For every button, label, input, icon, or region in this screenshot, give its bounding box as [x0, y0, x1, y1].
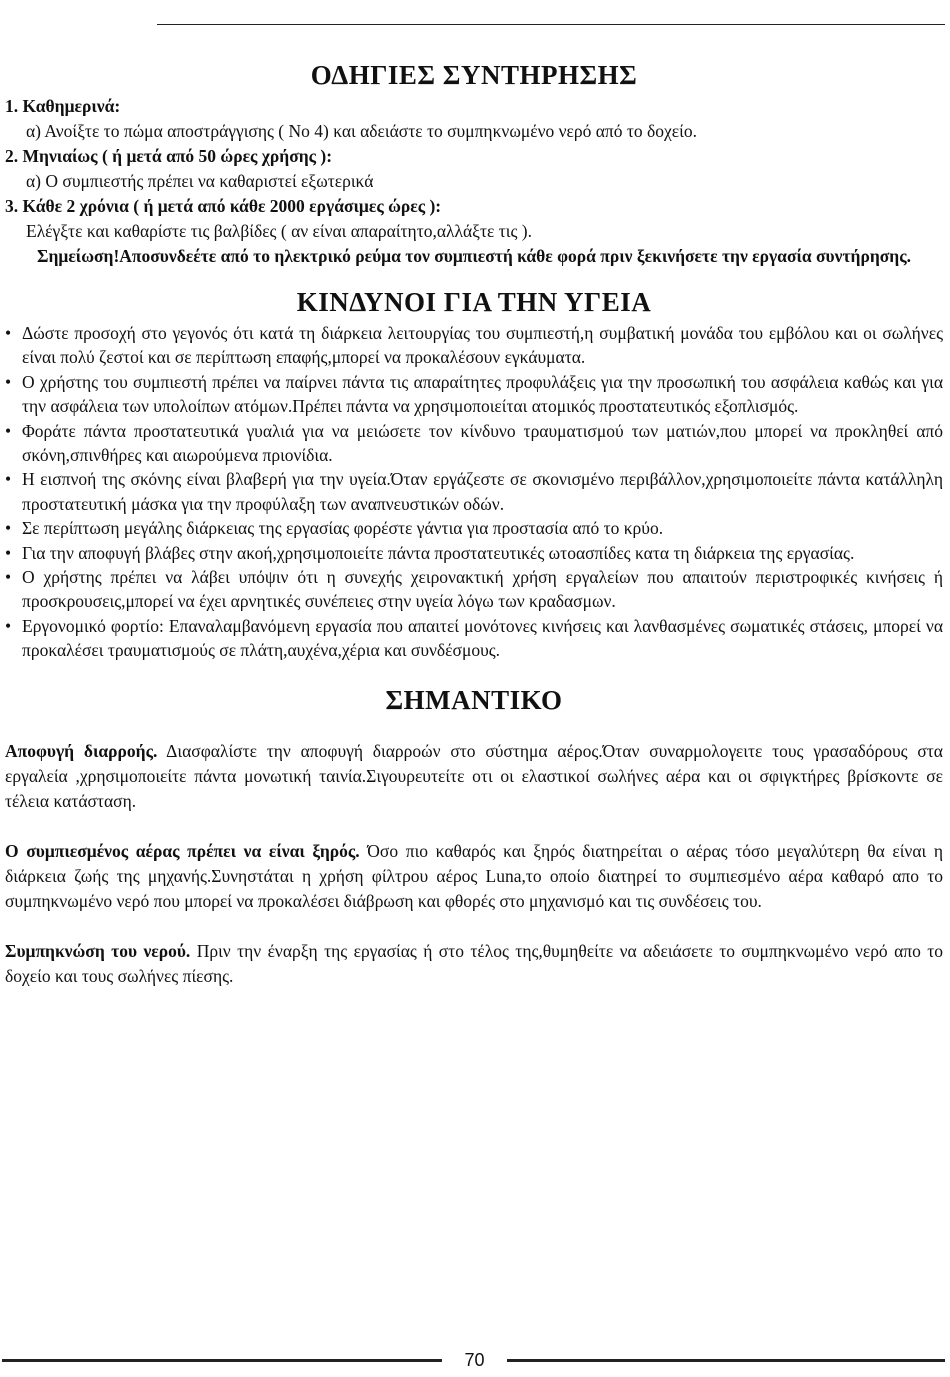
page-footer	[0, 1348, 950, 1372]
document-page	[5, 56, 943, 1014]
hazards-section	[5, 283, 943, 663]
bullet: •	[5, 323, 12, 343]
hazard-item	[5, 370, 943, 419]
important-paragraph	[5, 739, 943, 814]
hazard-item	[5, 321, 943, 370]
important-section	[5, 681, 943, 989]
footer-rule-right	[507, 1359, 945, 1362]
hazard-text: Εργονομικό φορτίο: Επαναλαμβανόμενη εργασία που απαιτεί μονότονες κινήσεις και λανθασμένες σωματικές στάσεις, μπορεί να προκαλέσει τραυματισμούς σε πλάτη,αυχένα,χέρια και συνδέσμους.	[22, 615, 943, 661]
paragraph-text: Όσο πιο καθαρός και ξηρός διατηρείται ο αέρας τόσο μεγαλύτερη θα είναι η διάρκεια ζωής της μηχανής.Συνηστάται η χρήση φίλτρου αέρος Luna,το οποίο διατηρεί το συμπιεσμένο αέρα καθαρό απο το συμπηκνωμένο νερό που μπορεί να προκαλέσει διάβρωση και φθορές στο μηχανισμό και τις συνδέσεις του.	[5, 840, 943, 911]
bullet: •	[5, 469, 12, 490]
hazard-text: Δώστε προσοχή στο γεγονός ότι κατά τη διάρκεια λειτουργίας του συμπιεστή,η συμβατική μονάδα του εμβόλου και οι σωλήνες είναι πολύ ζεστοί και σε περίπτωση επαφής,μπορεί να προκαλέσουν εγκάυματα.	[22, 323, 943, 368]
bullet: •	[5, 615, 12, 636]
hazard-text: Για την αποφυγή βλάβες στην ακοή,χρησιμοποιείτε πάντα προστατευτικές ωτοασπίδες κατα τη διάρκεια της εργασίας.	[22, 542, 855, 563]
paragraph-lead: Ο συμπιεσμένος αέρας πρέπει να είναι ξηρός.	[5, 840, 360, 861]
page-number: 70	[464, 1350, 485, 1370]
hazard-item	[5, 419, 943, 468]
daily-heading: 1. Καθημερινά:	[5, 96, 121, 116]
paragraph-lead: Αποφυγή διαρροής.	[5, 740, 158, 761]
bullet: •	[5, 567, 12, 588]
biennial-item: Ελέγξτε και καθαρίστε τις βαλβίδες ( αν είναι απαραίτητο,αλλάξτε τις ).	[26, 221, 532, 241]
bullet: •	[5, 518, 12, 539]
hazard-text: Φοράτε πάντα προστατευτικά γυαλιά για να μειώσετε τον κίνδυνο τραυματισμού των ματιών,που μπορεί να προκληθεί από σκόνη,σπινθήρες και αιωρούμενα πριονίδια.	[22, 420, 943, 466]
important-title: ΣΗΜΑΝΤΙΚΟ	[385, 684, 563, 715]
daily-item: α) Ανοίξτε το πώμα αποστράγγισης ( Νο 4) και αδειάστε το συμπηκνωμένο νερό από το δοχείο.	[26, 121, 697, 141]
maintenance-section	[5, 56, 943, 269]
maintenance-title: ΟΔΗΓΙΕΣ ΣΥΝΤΗΡΗΣΗΣ	[310, 60, 638, 90]
hazards-title: ΚΙΝΔΥΝΟΙ ΓΙΑ ΤΗΝ ΥΓΕΙΑ	[296, 287, 652, 317]
hazard-item	[5, 541, 943, 565]
paragraph-lead: Συμπηκνώση του νερού.	[5, 940, 191, 961]
hazard-text: Η εισπνοή της σκόνης είναι βλαβερή για την υγεία.Όταν εργάζεστε σε σκονισμένο περιβάλλον,χρησιμοποιείτε πάντα κατάλληλη προστατευτική μάσκα για την προφύλαξη των αναπνευστικών οδών.	[22, 469, 943, 514]
paragraph-text: Πριν την έναρξη της εργασίας ή στο τέλος της,θυμηθείτε να αδειάσετε το συμπηκνωμένο νερό απο το δοχείο και τους σωλήνες πίεσης.	[5, 940, 943, 986]
monthly-heading: 2. Μηνιαίως ( ή μετά από 50 ώρες χρήσης ):	[5, 146, 333, 166]
important-paragraph	[5, 939, 943, 989]
biennial-heading: 3. Κάθε 2 χρόνια ( ή μετά από κάθε 2000 εργάσιμες ώρες ):	[5, 196, 442, 216]
bullet: •	[5, 420, 12, 441]
hazard-text: Ο χρήστης πρέπει να λάβει υπόψιν ότι η συνεχής χειρονακτική χρήση εργαλείων που απαιτούν περιστροφικές κινήσεις ή προσκρουσεις,μπορεί να έχει αρνητικές συνέπειες στην υγεία λόγω των κραδασμων.	[22, 567, 943, 612]
hazard-text: Σε περίπτωση μεγάλης διάρκειας της εργασίας φορέστε γάντια για προστασία από το κρύο.	[22, 518, 664, 539]
maintenance-note: Σημείωση!Αποσυνδεέτε από το ηλεκτρικό ρεύμα τον συμπιεστή κάθε φορά πριν ξεκινήσετε την εργασία συντήρησης.	[37, 246, 911, 266]
hazard-item	[5, 614, 943, 663]
footer-rule-left	[2, 1359, 442, 1362]
hazard-item	[5, 467, 943, 516]
bullet: •	[5, 371, 12, 392]
important-paragraph	[5, 839, 943, 914]
paragraph-text: Διασφαλίστε την αποφυγή διαρροών στο σύστημα αέρος.Όταν συναρμολογειτε τους γρασαδόρους στα εργαλεία ,χρησιμοποιείτε πάντα μονωτική ταινία.Σιγουρευτείτε οτι οι ελαστικοί σωλήνες αέρα και οι σφιγκτήρες βρίσκοντε σε τέλεια κατάσταση.	[5, 740, 943, 811]
hazards-list	[5, 321, 943, 663]
hazard-item	[5, 565, 943, 614]
bullet: •	[5, 542, 12, 563]
hazard-text: Ο χρήστης του συμπιεστή πρέπει να παίρνει πάντα τις απαραίτητες προφυλάξεις για την προσωπική του ασφάλεια καθώς και για την ασφάλεια των υπολοίπων ατόμων.Πρέπει πάντα να χρησιμοποιείται ατομικός προστατευτικός εξοπλισμός.	[22, 371, 943, 417]
hazard-item	[5, 516, 943, 540]
top-rule	[157, 24, 945, 25]
monthly-item: α) Ο συμπιεστής πρέπει να καθαριστεί εξωτερικά	[26, 171, 374, 191]
